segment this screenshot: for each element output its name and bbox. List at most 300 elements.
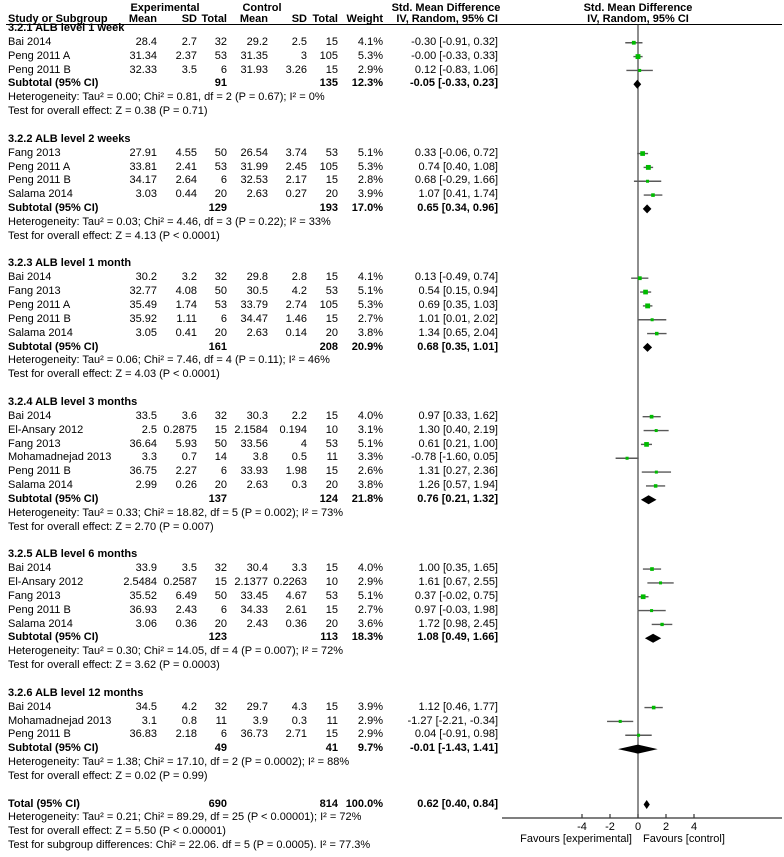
ci-text: 0.04 [-0.91, 0.98]	[414, 728, 498, 741]
control-sd: 2.74	[285, 299, 307, 311]
ci-text: 1.26 [0.57, 1.94]	[418, 479, 498, 492]
control-sd: 2.45	[285, 160, 307, 173]
experimental-total: 14	[214, 451, 227, 464]
weight: 2.9%	[357, 63, 383, 76]
study-row	[0, 618, 784, 632]
weight: 2.8%	[357, 174, 383, 187]
experimental-total: 6	[220, 312, 227, 325]
heterogeneity-text: Heterogeneity: Tau² = 0.00; Chi² = 0.81, df = 2 (P = 0.67); I² = 0%	[8, 91, 325, 104]
subtotal-row	[0, 631, 784, 645]
study-name: Salama 2014	[8, 617, 73, 630]
control-sd: 0.5	[291, 451, 307, 464]
control-total: 15	[325, 562, 338, 575]
experimental-sd: 4.08	[175, 285, 197, 298]
control-mean: 36.73	[240, 728, 268, 741]
overall-effect-row	[0, 659, 784, 673]
experimental-total: 6	[220, 603, 227, 616]
control-mean: 30.3	[246, 409, 268, 422]
study-row	[0, 327, 784, 341]
study-name: Mohamadnejad 2013	[8, 451, 112, 464]
section-title: 3.2.4 ALB level 3 months	[8, 395, 138, 408]
weight: 3.9%	[357, 188, 383, 201]
axis-tick-label: 0	[634, 821, 642, 833]
subtotal-row	[0, 742, 784, 756]
control-mean: 34.33	[240, 603, 268, 616]
subtotal-weight: 9.7%	[357, 742, 383, 755]
control-sd: 3.26	[285, 63, 307, 76]
experimental-mean: 3.1	[141, 714, 157, 727]
study-name: Peng 2011 B	[8, 728, 71, 741]
experimental-mean: 33.9	[135, 562, 157, 575]
control-total: 10	[325, 576, 338, 588]
weight: 5.1%	[357, 437, 383, 450]
experimental-total: 20	[214, 617, 227, 630]
weight: 4.1%	[357, 271, 383, 284]
experimental-total: 20	[214, 479, 227, 492]
control-sd: 0.27	[285, 188, 307, 201]
control-mean: 31.35	[240, 49, 268, 62]
subtotal-row	[0, 493, 784, 507]
overall-effect-row	[0, 105, 784, 119]
experimental-mean: 28.4	[135, 35, 157, 48]
control-total: 10	[325, 423, 338, 436]
subtotal-label: Subtotal (95% CI)	[8, 77, 99, 90]
experimental-sd: 2.7	[181, 35, 197, 48]
weight: 5.1%	[357, 285, 383, 298]
weight: 5.3%	[357, 160, 383, 173]
control-mean: 31.93	[240, 63, 268, 76]
heterogeneity-text: Heterogeneity: Tau² = 1.38; Chi² = 17.10, df = 2 (P = 0.0002); I² = 88%	[8, 756, 350, 769]
control-total: 15	[325, 312, 338, 325]
control-sd: 2.61	[285, 603, 307, 616]
control-mean: 29.8	[246, 271, 268, 284]
axis-tick-label: -2	[605, 821, 615, 833]
study-name: Peng 2011 B	[8, 312, 71, 325]
control-total: 11	[326, 451, 338, 464]
ci-text: 0.54 [0.15, 0.94]	[418, 285, 498, 298]
heterogeneity-text: Heterogeneity: Tau² = 0.03; Chi² = 4.46, df = 3 (P = 0.22); I² = 33%	[8, 215, 331, 228]
experimental-total: 53	[214, 299, 227, 311]
heterogeneity-text: Heterogeneity: Tau² = 0.30; Chi² = 14.05, df = 4 (P = 0.007); I² = 72%	[8, 645, 343, 658]
experimental-sd: 0.36	[175, 617, 197, 630]
experimental-sd: 6.49	[175, 589, 197, 602]
control-total: 15	[325, 63, 338, 76]
ci-text: 1.61 [0.67, 2.55]	[418, 576, 498, 588]
control-total: 20	[325, 188, 338, 201]
study-row	[0, 701, 784, 715]
ci-text: 0.97 [0.33, 1.62]	[418, 409, 498, 422]
experimental-mean: 34.17	[129, 174, 157, 187]
weight: 2.7%	[357, 312, 383, 325]
weight: 3.8%	[357, 326, 383, 339]
experimental-mean: 3.06	[135, 617, 157, 630]
experimental-mean: 32.33	[129, 63, 157, 76]
study-row	[0, 50, 784, 64]
subtotal-row	[0, 341, 784, 355]
subtotal-weight: 12.3%	[351, 77, 383, 90]
experimental-mean: 30.2	[135, 271, 157, 284]
weight: 5.3%	[357, 49, 383, 62]
experimental-sd: 1.74	[175, 299, 197, 311]
study-name: Bai 2014	[8, 35, 52, 48]
weight: 4.0%	[357, 409, 383, 422]
control-sd: 4.67	[285, 589, 307, 602]
experimental-mean: 36.83	[129, 728, 157, 741]
control-mean: 2.63	[246, 479, 268, 492]
study-row	[0, 728, 784, 742]
header-smd-plot-column: Std. Mean Difference	[583, 1, 693, 14]
control-mean: 2.1584	[234, 423, 268, 436]
experimental-mean: 3.3	[141, 451, 157, 464]
subtotal-ci-text: 1.08 [0.49, 1.66]	[417, 631, 498, 644]
weight: 2.6%	[357, 465, 383, 478]
control-mean: 33.93	[240, 465, 268, 478]
study-name: Peng 2011 B	[8, 63, 71, 76]
overall-effect-row	[0, 230, 784, 244]
study-name: Salama 2014	[8, 479, 73, 492]
ci-text: 1.07 [0.41, 1.74]	[418, 188, 498, 201]
experimental-total: 6	[220, 465, 227, 478]
study-name: Peng 2011 A	[8, 160, 71, 173]
experimental-sd: 3.6	[181, 409, 197, 422]
control-total: 15	[325, 700, 338, 713]
axis-tick-label: 2	[662, 821, 670, 833]
study-row	[0, 299, 784, 313]
section-title-row	[0, 257, 784, 271]
total-ci-text: 0.62 [0.40, 0.84]	[417, 797, 498, 810]
ci-text: 0.97 [-0.03, 1.98]	[414, 603, 498, 616]
ci-text: 0.61 [0.21, 1.00]	[418, 437, 498, 450]
weight: 3.3%	[357, 451, 383, 464]
ci-text: 1.34 [0.65, 2.04]	[418, 326, 498, 339]
study-row	[0, 576, 784, 590]
experimental-mean: 3.05	[135, 326, 157, 339]
heterogeneity-text: Heterogeneity: Tau² = 0.21; Chi² = 89.29, df = 25 (P < 0.00001); I² = 72%	[8, 811, 362, 824]
control-mean: 26.54	[240, 146, 268, 159]
experimental-mean: 2.99	[135, 479, 157, 492]
study-name: Peng 2011 A	[8, 299, 71, 311]
subtotal-experimental-total: 91	[214, 77, 227, 90]
weight: 5.1%	[357, 589, 383, 602]
experimental-total: 6	[220, 728, 227, 741]
subtotal-weight: 17.0%	[351, 202, 383, 215]
control-mean: 31.99	[240, 160, 268, 173]
control-sd: 1.46	[285, 312, 307, 325]
experimental-mean: 35.49	[129, 299, 157, 311]
weight: 5.3%	[357, 299, 383, 311]
experimental-total: 6	[220, 174, 227, 187]
study-row	[0, 438, 784, 452]
experimental-total: 50	[214, 146, 227, 159]
study-row	[0, 465, 784, 479]
axis-tick-label: 4	[690, 821, 698, 833]
overall-effect-text: Test for overall effect: Z = 0.38 (P = 0.71)	[8, 105, 208, 118]
section-title: 3.2.5 ALB level 6 months	[8, 548, 138, 561]
overall-effect-row	[0, 368, 784, 382]
experimental-total: 11	[215, 714, 227, 727]
study-row	[0, 451, 784, 465]
ci-text: 0.12 [-0.83, 1.06]	[414, 63, 498, 76]
control-mean: 29.2	[246, 35, 268, 48]
control-total: 15	[325, 174, 338, 187]
subtotal-ci-text: -0.01 [-1.43, 1.41]	[409, 742, 498, 755]
control-total: 11	[326, 714, 338, 727]
weight: 3.9%	[357, 700, 383, 713]
study-row	[0, 715, 784, 729]
favours-experimental-label: Favours [experimental]	[520, 833, 632, 845]
study-name: Salama 2014	[8, 326, 73, 339]
subtotal-control-total: 208	[319, 340, 338, 353]
subtotal-weight: 20.9%	[351, 340, 383, 353]
study-name: El-Ansary 2012	[8, 423, 84, 436]
experimental-mean: 2.5484	[123, 576, 157, 588]
weight: 2.9%	[357, 576, 383, 588]
control-total: 105	[319, 299, 338, 311]
header-experimental-total: Total	[201, 12, 227, 25]
control-sd: 2.17	[285, 174, 307, 187]
experimental-mean: 31.34	[129, 49, 157, 62]
control-total: 20	[325, 617, 338, 630]
control-sd: 2.2	[291, 409, 307, 422]
experimental-sd: 0.2875	[163, 423, 197, 436]
ci-text: 0.68 [-0.29, 1.66]	[414, 174, 498, 187]
control-sd: 2.5	[291, 35, 307, 48]
experimental-mean: 33.81	[129, 160, 157, 173]
control-total: 20	[325, 479, 338, 492]
overall-effect-text: Test for overall effect: Z = 3.62 (P = 0.0003)	[8, 659, 220, 672]
control-mean: 2.1377	[234, 576, 268, 588]
experimental-total: 15	[214, 423, 227, 436]
ci-text: -1.27 [-2.21, -0.34]	[407, 714, 498, 727]
experimental-mean: 34.5	[135, 700, 157, 713]
experimental-sd: 4.55	[175, 146, 197, 159]
header-experimental-mean: Mean	[128, 12, 157, 25]
experimental-total: 20	[214, 188, 227, 201]
study-name: Mohamadnejad 2013	[8, 714, 112, 727]
subtotal-label: Subtotal (95% CI)	[8, 340, 99, 353]
experimental-total: 32	[214, 271, 227, 284]
control-sd: 3	[300, 49, 307, 62]
section-title: 3.2.6 ALB level 12 months	[8, 686, 144, 699]
header-plot-iv-random-ci: IV, Random, 95% CI	[587, 12, 689, 25]
weight: 5.1%	[357, 146, 383, 159]
subtotal-experimental-total: 161	[208, 340, 227, 353]
header-control-sd: SD	[291, 12, 307, 25]
control-total: 15	[325, 35, 338, 48]
header-iv-random-ci: IV, Random, 95% CI	[396, 12, 498, 25]
control-mean: 2.63	[246, 326, 268, 339]
control-total: 15	[325, 728, 338, 741]
control-sd: 2.8	[291, 271, 307, 284]
subgroup-differences-text: Test for subgroup differences: Chi² = 22.06. df = 5 (P = 0.0005). I² = 77.3%	[8, 839, 371, 852]
control-total: 15	[325, 271, 338, 284]
heterogeneity-row	[0, 756, 784, 770]
subtotal-ci-text: 0.76 [0.21, 1.32]	[417, 492, 498, 505]
subtotal-experimental-total: 129	[208, 202, 227, 215]
control-mean: 3.8	[252, 451, 268, 464]
subtotal-control-total: 41	[325, 742, 338, 755]
ci-text: 1.12 [0.46, 1.77]	[418, 700, 498, 713]
total-row	[0, 798, 784, 812]
experimental-sd: 2.27	[175, 465, 197, 478]
experimental-mean: 2.5	[141, 423, 157, 436]
weight: 4.0%	[357, 562, 383, 575]
ci-text: 0.33 [-0.06, 0.72]	[414, 146, 498, 159]
experimental-total: 50	[214, 437, 227, 450]
control-mean: 33.79	[240, 299, 268, 311]
header-smd-text-column: Std. Mean Difference	[391, 1, 501, 14]
experimental-sd: 3.2	[181, 271, 197, 284]
subtotal-label: Subtotal (95% CI)	[8, 202, 99, 215]
control-mean: 2.43	[246, 617, 268, 630]
subtotal-label: Subtotal (95% CI)	[8, 492, 99, 505]
subtotal-label: Subtotal (95% CI)	[8, 742, 99, 755]
overall-effect-row	[0, 770, 784, 784]
heterogeneity-row	[0, 645, 784, 659]
header-experimental-sd: SD	[181, 12, 197, 25]
axis-tick-label: -4	[577, 821, 587, 833]
subtotal-experimental-total: 137	[208, 492, 227, 505]
study-name: Fang 2013	[8, 437, 61, 450]
study-row	[0, 604, 784, 618]
control-mean: 33.56	[240, 437, 268, 450]
subtotal-ci-text: 0.65 [0.34, 0.96]	[417, 202, 498, 215]
section-title-row	[0, 687, 784, 701]
heterogeneity-text: Heterogeneity: Tau² = 0.06; Chi² = 7.46, df = 4 (P = 0.11); I² = 46%	[8, 354, 330, 367]
control-total: 105	[319, 49, 338, 62]
control-mean: 34.47	[240, 312, 268, 325]
section-title-row	[0, 22, 784, 36]
header-group-experimental: Experimental	[130, 1, 200, 14]
weight: 3.1%	[357, 423, 383, 436]
total-control-total: 814	[319, 797, 338, 810]
ci-text: 0.74 [0.40, 1.08]	[418, 160, 498, 173]
weight: 3.8%	[357, 479, 383, 492]
experimental-mean: 3.03	[135, 188, 157, 201]
ci-text: 0.69 [0.35, 1.03]	[418, 299, 498, 311]
subtotal-experimental-total: 49	[214, 742, 227, 755]
experimental-sd: 0.7	[181, 451, 197, 464]
ci-text: 1.72 [0.98, 2.45]	[418, 617, 498, 630]
experimental-total: 32	[214, 562, 227, 575]
study-name: Bai 2014	[8, 409, 52, 422]
study-name: Bai 2014	[8, 271, 52, 284]
study-row	[0, 147, 784, 161]
total-experimental-total: 690	[208, 797, 227, 810]
experimental-mean: 35.52	[129, 589, 157, 602]
weight: 3.6%	[357, 617, 383, 630]
study-row	[0, 285, 784, 299]
header-weight: Weight	[346, 12, 383, 25]
experimental-sd: 0.2587	[163, 576, 197, 588]
overall-effect-text: Test for overall effect: Z = 4.13 (P < 0.0001)	[8, 229, 220, 242]
control-sd: 3.3	[291, 562, 307, 575]
overall-effect-text: Test for overall effect: Z = 4.03 (P < 0.0001)	[8, 368, 220, 381]
experimental-total: 53	[214, 160, 227, 173]
experimental-sd: 4.2	[181, 700, 197, 713]
section-title: 3.2.2 ALB level 2 weeks	[8, 132, 131, 145]
study-name: Fang 2013	[8, 589, 61, 602]
study-row	[0, 64, 784, 78]
section-title-row	[0, 133, 784, 147]
control-sd: 0.3	[291, 479, 307, 492]
study-row	[0, 313, 784, 327]
experimental-sd: 2.64	[175, 174, 197, 187]
study-name: Peng 2011 B	[8, 174, 71, 187]
study-name: El-Ansary 2012	[8, 576, 84, 588]
control-mean: 2.63	[246, 188, 268, 201]
control-sd: 4.2	[291, 285, 307, 298]
total-weight: 100.0%	[345, 797, 383, 810]
subtotal-control-total: 124	[319, 492, 338, 505]
experimental-mean: 32.77	[129, 285, 157, 298]
experimental-sd: 2.41	[175, 160, 197, 173]
heterogeneity-row	[0, 354, 784, 368]
subtotal-row	[0, 202, 784, 216]
experimental-sd: 0.41	[175, 326, 197, 339]
study-row	[0, 161, 784, 175]
control-sd: 3.74	[285, 146, 307, 159]
study-row	[0, 271, 784, 285]
subtotal-ci-text: -0.05 [-0.33, 0.23]	[409, 77, 498, 90]
experimental-mean: 27.91	[129, 146, 157, 159]
study-row	[0, 410, 784, 424]
experimental-total: 50	[214, 285, 227, 298]
ci-text: 1.30 [0.40, 2.19]	[418, 423, 498, 436]
experimental-total: 32	[214, 35, 227, 48]
section-title-row	[0, 396, 784, 410]
experimental-sd: 0.44	[175, 188, 197, 201]
subtotal-weight: 21.8%	[351, 492, 383, 505]
header-control-total: Total	[312, 12, 338, 25]
study-row	[0, 562, 784, 576]
study-name: Bai 2014	[8, 562, 52, 575]
study-row	[0, 479, 784, 493]
experimental-mean: 36.93	[129, 603, 157, 616]
control-total: 105	[319, 160, 338, 173]
control-total: 15	[325, 465, 338, 478]
study-row	[0, 174, 784, 188]
weight: 2.9%	[357, 728, 383, 741]
study-name: Fang 2013	[8, 146, 61, 159]
control-sd: 2.71	[285, 728, 307, 741]
header-group-control: Control	[242, 1, 282, 14]
subtotal-control-total: 135	[319, 77, 338, 90]
experimental-total: 15	[214, 576, 227, 588]
experimental-total: 32	[214, 409, 227, 422]
study-row	[0, 424, 784, 438]
study-name: Peng 2011 A	[8, 49, 71, 62]
control-total: 53	[325, 437, 338, 450]
control-total: 53	[325, 285, 338, 298]
total-label: Total (95% CI)	[8, 797, 80, 810]
ci-text: 1.00 [0.35, 1.65]	[418, 562, 498, 575]
heterogeneity-row	[0, 91, 784, 105]
experimental-total: 53	[214, 49, 227, 62]
study-row	[0, 590, 784, 604]
subtotal-row	[0, 77, 784, 91]
control-sd: 1.98	[285, 465, 307, 478]
ci-text: -0.30 [-0.91, 0.32]	[411, 35, 498, 48]
subtotal-control-total: 193	[319, 202, 338, 215]
study-row	[0, 36, 784, 50]
experimental-mean: 36.64	[129, 437, 157, 450]
heterogeneity-text: Heterogeneity: Tau² = 0.33; Chi² = 18.82, df = 5 (P = 0.002); I² = 73%	[8, 506, 343, 519]
control-sd: 4	[300, 437, 307, 450]
study-name: Peng 2011 B	[8, 603, 71, 616]
ci-text: 0.37 [-0.02, 0.75]	[414, 589, 498, 602]
experimental-sd: 5.93	[175, 437, 197, 450]
